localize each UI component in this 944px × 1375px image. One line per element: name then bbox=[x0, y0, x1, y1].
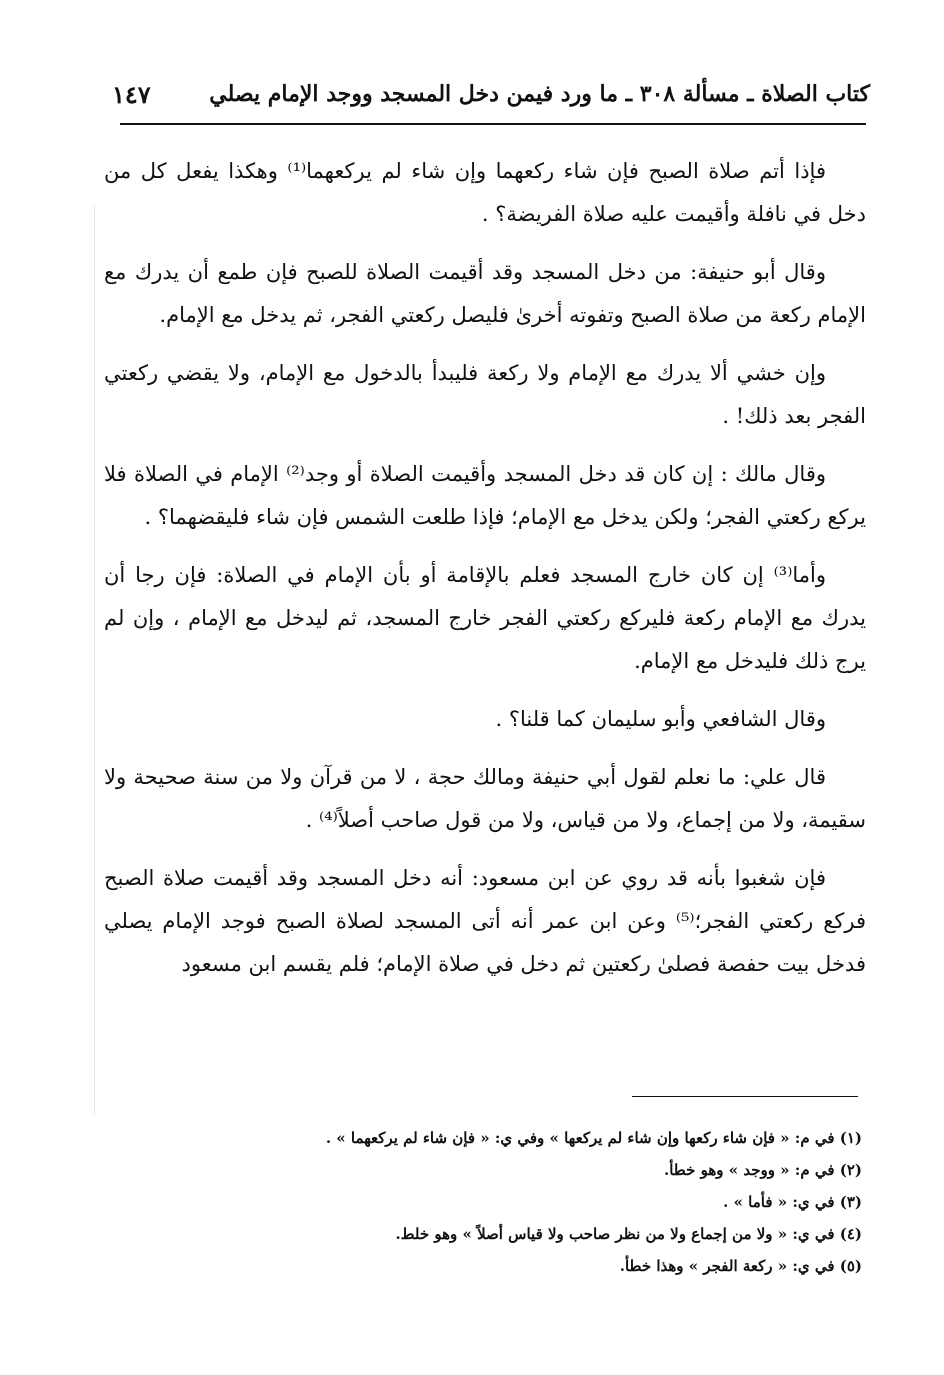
running-header bbox=[112, 72, 870, 116]
header-rule bbox=[120, 123, 866, 125]
footnote: (٢) في م: « ووجد » وهو خطأ. bbox=[664, 1161, 862, 1179]
footnote-separator bbox=[632, 1096, 858, 1097]
paragraph: وإن خشي ألا يدرك مع الإمام ولا ركعة فليبدأ بالدخول مع الإمام، ولا يقضي ركعتي الفجر بعد ذلك! . bbox=[104, 361, 866, 428]
footnote: (٣) في ي: « فأما » . bbox=[723, 1193, 862, 1211]
page-number: ١٤٧ bbox=[112, 79, 151, 109]
main-text bbox=[104, 150, 866, 1001]
footnote: (٥) في ي: « ركعة الفجر » وهذا خطأ. bbox=[619, 1257, 862, 1275]
paragraph: فإذا أتم صلاة الصبح فإن شاء ركعهما وإن شاء لم يركعهما⁽¹⁾ وهكذا يفعل كل من دخل في نافلة وأقيمت عليه صلاة الفريضة؟ . bbox=[104, 159, 866, 226]
paragraph: وأما⁽³⁾ إن كان خارج المسجد فعلم بالإقامة أو بأن الإمام في الصلاة: فإن رجا أن يدرك مع الإمام ركعة فليركع ركعتي الفجر خارج المسجد، ثم ليدخل مع الإمام ، وإن لم يرج ذلك فليدخل مع الإمام. bbox=[104, 563, 866, 673]
paragraph: وقال الشافعي وأبو سليمان كما قلنا؟ . bbox=[495, 707, 826, 731]
paragraph: فإن شغبوا بأنه قد روي عن ابن مسعود: أنه دخل المسجد وقد أقيمت صلاة الصبح فركع ركعتي الفجر؛⁽⁵⁾ وعن ابن عمر أنه أتى المسجد لصلاة الصبح فوجد الإمام يصلي فدخل بيت حفصة فصلىٰ ركعتين ثم دخل في صلاة الإمام؛ فلم يقسم ابن مسعود bbox=[104, 866, 866, 976]
footnotes bbox=[200, 1122, 862, 1282]
footnote: (٤) في ي: « ولا من إجماع ولا من نظر صاحب ولا قياس أصلاً » وهو خلط. bbox=[395, 1225, 862, 1243]
scan-margin-line bbox=[94, 205, 95, 1115]
header-title: كتاب الصلاة ـ مسألة ٣٠٨ ـ ما ورد فيمن دخل المسجد ووجد الإمام يصلي bbox=[209, 81, 870, 107]
paragraph: وقال مالك : إن كان قد دخل المسجد وأقيمت الصلاة أو وجد⁽²⁾ الإمام في الصلاة فلا يركع ركعتي الفجر؛ ولكن يدخل مع الإمام؛ فإذا طلعت الشمس فإن شاء فليقضهما؟ . bbox=[104, 462, 866, 529]
paragraph: وقال أبو حنيفة: من دخل المسجد وقد أقيمت الصلاة للصبح فإن طمع أن يدرك مع الإمام ركعة من صلاة الصبح وتفوته أخرىٰ فليصل ركعتي الفجر، ثم يدخل مع الإمام. bbox=[104, 260, 866, 327]
footnote: (١) في م: « فإن شاء ركعها وإن شاء لم يركعها » وفي ي: « فإن شاء لم يركعهما » . bbox=[325, 1129, 862, 1147]
paragraph: قال علي: ما نعلم لقول أبي حنيفة ومالك حجة ، لا من قرآن ولا من سنة صحيحة ولا سقيمة، ولا من إجماع، ولا من قياس، ولا من قول صاحب أصلاً⁽⁴⁾ . bbox=[104, 765, 866, 832]
